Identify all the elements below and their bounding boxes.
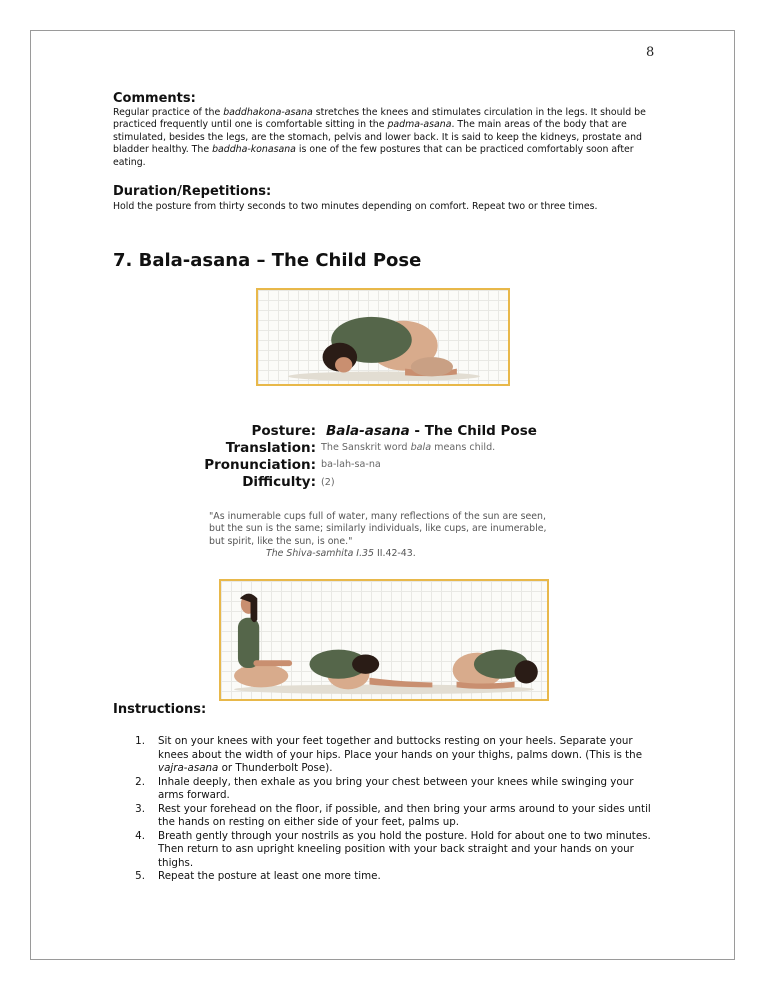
pose-sequence-photo — [219, 579, 549, 701]
child-pose-figure — [258, 290, 508, 384]
duration-paragraph: Hold the posture from thirty seconds to two minutes depending on comfort. Repeat two or three times. — [113, 201, 598, 212]
comments-term: baddha-konasana — [212, 144, 296, 156]
list-number: 3. — [135, 802, 145, 815]
list-item — [131, 803, 661, 830]
list-text: Repeat the posture at least one more time. — [158, 870, 381, 882]
list-item — [131, 870, 661, 884]
comments-text: . The main areas of the body that are stimulated, besides the legs, are the stomach, pelvis and lower back. It is said to keep the kidneys, prostate and bladder healthy. The — [113, 119, 642, 156]
list-number: 4. — [135, 829, 145, 842]
list-item — [131, 735, 661, 776]
list-number: 2. — [135, 775, 145, 788]
page-number: 8 — [646, 45, 655, 60]
difficulty-value: (2) — [321, 477, 335, 488]
child-pose-photo — [256, 288, 510, 386]
list-term: vajra-asana — [158, 762, 219, 774]
comments-paragraph — [113, 107, 648, 169]
pose-sequence-figure — [221, 581, 547, 699]
document-page — [30, 30, 735, 960]
translation-label: Translation: — [225, 440, 316, 456]
list-text: Rest your forehead on the floor, if possible, and then bring your arms around to your sides until the hands on resting on either side of your feet, palms up. — [158, 802, 651, 828]
list-item — [131, 776, 661, 803]
instructions-list — [131, 735, 661, 884]
list-number: 1. — [135, 735, 145, 747]
list-text: Breath gently through your nostrils as you hold the posture. Hold for about one to two minutes. Then return to asn upright kneeling position with your back straight and your hands on your thighs. — [158, 829, 651, 869]
quote-block — [209, 511, 554, 561]
comments-text: stretches the knees and stimulates circulation in the legs. It should be practiced frequently until one is comfortable sitting in the — [113, 107, 646, 131]
comments-text: Regular practice of the — [113, 107, 224, 118]
comments-term: baddhakona-asana — [223, 107, 313, 118]
list-text: or Thunderbolt Pose). — [218, 762, 333, 774]
quote-text: "As inumerable cups full of water, many reflections of the sun are seen, but the sun is the same; similarly individuals, like cups, are inumerable, but spirit, like the sun, is one." — [209, 511, 547, 547]
list-number: 5. — [135, 870, 145, 882]
difficulty-label: Difficulty: — [242, 474, 316, 490]
translation-text: means child. — [431, 442, 496, 453]
instructions-heading: Instructions: — [113, 702, 207, 717]
comments-heading: Comments: — [113, 91, 196, 106]
quote-source-ref: II.42-43. — [373, 548, 416, 560]
posture-label: Posture: — [251, 423, 316, 439]
list-text: Inhale deeply, then exhale as you bring your chest between your knees while swinging your arms forward. — [158, 775, 634, 801]
comments-term: padma-asana — [387, 119, 452, 131]
duration-heading: Duration/Repetitions: — [113, 184, 272, 199]
translation-term: bala — [410, 442, 432, 453]
quote-source — [209, 548, 554, 560]
posture-rest: - The Child Pose — [409, 423, 537, 439]
translation-text: The Sanskrit word — [321, 442, 411, 453]
quote-source-title: The Shiva-samhita I.35 — [266, 548, 374, 560]
posture-value — [326, 423, 537, 439]
translation-value — [321, 442, 495, 453]
section-title: 7. Bala-asana – The Child Pose — [113, 250, 422, 271]
list-text: Sit on your knees with your feet together and buttocks resting on your heels. Separate your knees about the width of your hips. Place your hands on your thighs, palms down. (This is the — [158, 735, 643, 761]
comments-text: is one of the few postures that can be practiced comfortably soon after eating. — [113, 144, 634, 168]
list-item — [131, 830, 661, 871]
posture-name: Bala-asana — [326, 423, 410, 439]
pronunciation-value: ba-lah-sa-na — [321, 459, 381, 470]
pronunciation-label: Pronunciation: — [204, 457, 316, 473]
